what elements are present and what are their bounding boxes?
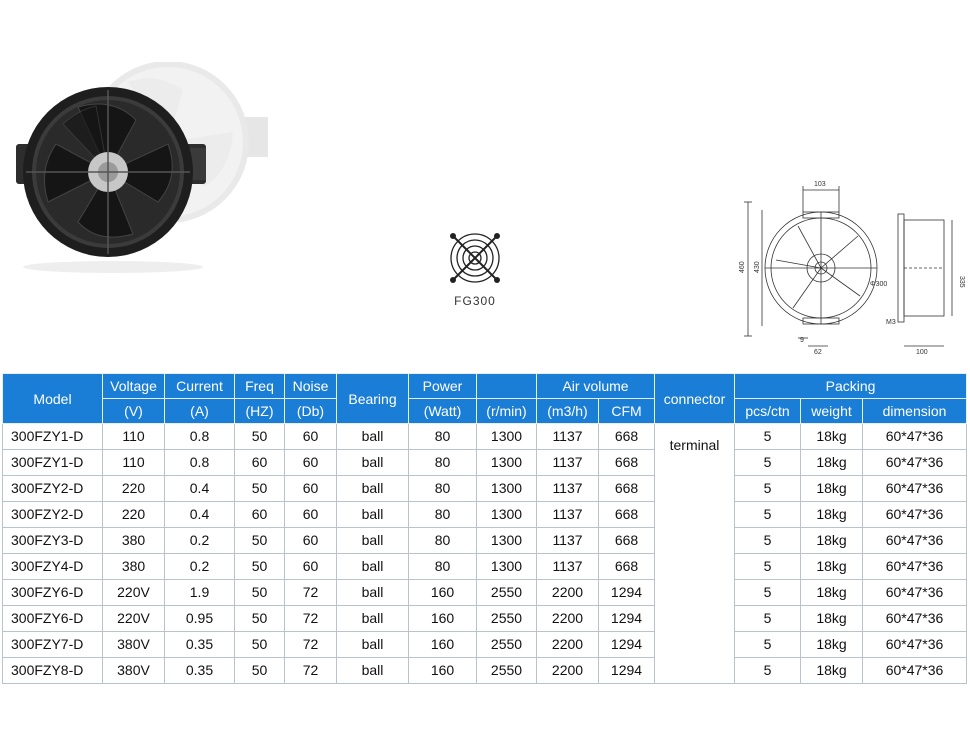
cell-cfm: 668 (599, 502, 655, 528)
cell-weight: 18kg (801, 658, 863, 684)
header-packing: Packing (735, 374, 967, 399)
spec-table-body (3, 424, 967, 684)
cell-model: 300FZY8-D (3, 658, 103, 684)
unit-airflow: (m3/h) (537, 399, 599, 424)
unit-pcs: pcs/ctn (735, 399, 801, 424)
cell-dimension: 60*47*36 (863, 424, 967, 450)
cell-voltage: 380 (103, 528, 165, 554)
cell-current: 0.2 (165, 554, 235, 580)
cell-freq: 50 (235, 476, 285, 502)
cell-weight: 18kg (801, 450, 863, 476)
cell-current: 0.4 (165, 476, 235, 502)
cell-bearing: ball (337, 580, 409, 606)
cell-cfm: 668 (599, 554, 655, 580)
unit-freq: (HZ) (235, 399, 285, 424)
header-power: Power (409, 374, 477, 399)
cell-voltage: 380 (103, 554, 165, 580)
cell-model: 300FZY3-D (3, 528, 103, 554)
cell-current: 1.9 (165, 580, 235, 606)
header-air-volume: Air volume (537, 374, 655, 399)
cell-power: 160 (409, 606, 477, 632)
cell-pcs: 5 (735, 450, 801, 476)
cell-current: 0.8 (165, 450, 235, 476)
table-row (3, 632, 967, 658)
cell-weight: 18kg (801, 502, 863, 528)
cell-power: 160 (409, 632, 477, 658)
cell-speed: 1300 (477, 554, 537, 580)
cell-current: 0.35 (165, 632, 235, 658)
cell-power: 160 (409, 658, 477, 684)
cell-bearing: ball (337, 476, 409, 502)
cell-model: 300FZY1-D (3, 450, 103, 476)
cell-current: 0.4 (165, 502, 235, 528)
cell-noise: 60 (285, 528, 337, 554)
cell-voltage: 220 (103, 476, 165, 502)
cell-freq: 50 (235, 658, 285, 684)
cell-cfm: 668 (599, 450, 655, 476)
cell-airflow: 1137 (537, 528, 599, 554)
svg-text:103: 103 (814, 181, 826, 188)
cell-dimension: 60*47*36 (863, 580, 967, 606)
cell-cfm: 668 (599, 424, 655, 450)
cell-cfm: 1294 (599, 580, 655, 606)
cell-current: 0.2 (165, 528, 235, 554)
table-row (3, 658, 967, 684)
cell-freq: 50 (235, 580, 285, 606)
cell-current: 0.8 (165, 424, 235, 450)
table-row (3, 424, 967, 450)
svg-text:62: 62 (814, 349, 822, 356)
cell-bearing: ball (337, 424, 409, 450)
header-connector: connector (655, 374, 735, 424)
cell-bearing: ball (337, 632, 409, 658)
cell-bearing: ball (337, 658, 409, 684)
cell-pcs: 5 (735, 502, 801, 528)
svg-text:M3: M3 (886, 319, 896, 326)
cell-weight: 18kg (801, 476, 863, 502)
cell-noise: 60 (285, 502, 337, 528)
svg-text:460: 460 (739, 261, 746, 273)
table-row (3, 606, 967, 632)
cell-weight: 18kg (801, 580, 863, 606)
cell-dimension: 60*47*36 (863, 658, 967, 684)
cell-model: 300FZY6-D (3, 580, 103, 606)
table-row (3, 450, 967, 476)
cell-dimension: 60*47*36 (863, 554, 967, 580)
cell-noise: 72 (285, 658, 337, 684)
table-row (3, 528, 967, 554)
cell-power: 160 (409, 580, 477, 606)
guard-model-label: FG300 (454, 294, 496, 308)
cell-pcs: 5 (735, 606, 801, 632)
header-voltage: Voltage (103, 374, 165, 399)
header-noise: Noise (285, 374, 337, 399)
cell-noise: 72 (285, 606, 337, 632)
cell-voltage: 380V (103, 632, 165, 658)
cell-voltage: 220V (103, 580, 165, 606)
cell-cfm: 1294 (599, 632, 655, 658)
cell-freq: 50 (235, 632, 285, 658)
svg-text:9: 9 (800, 337, 804, 344)
cell-voltage: 220V (103, 606, 165, 632)
unit-dimension: dimension (863, 399, 967, 424)
cell-dimension: 60*47*36 (863, 528, 967, 554)
cell-speed: 1300 (477, 476, 537, 502)
cell-weight: 18kg (801, 528, 863, 554)
header-current: Current (165, 374, 235, 399)
header-freq: Freq (235, 374, 285, 399)
cell-bearing: ball (337, 554, 409, 580)
table-row (3, 580, 967, 606)
cell-voltage: 110 (103, 424, 165, 450)
cell-airflow: 2200 (537, 580, 599, 606)
cell-pcs: 5 (735, 528, 801, 554)
dimension-drawing (738, 176, 966, 356)
cell-pcs: 5 (735, 658, 801, 684)
cell-model: 300FZY4-D (3, 554, 103, 580)
cell-speed: 2550 (477, 580, 537, 606)
cell-cfm: 668 (599, 476, 655, 502)
cell-speed: 2550 (477, 606, 537, 632)
cell-weight: 18kg (801, 606, 863, 632)
unit-cfm: CFM (599, 399, 655, 424)
cell-power: 80 (409, 502, 477, 528)
cell-pcs: 5 (735, 476, 801, 502)
cell-speed: 1300 (477, 528, 537, 554)
cell-airflow: 1137 (537, 424, 599, 450)
cell-pcs: 5 (735, 424, 801, 450)
unit-voltage: (V) (103, 399, 165, 424)
cell-noise: 60 (285, 554, 337, 580)
cell-airflow: 1137 (537, 476, 599, 502)
cell-freq: 50 (235, 606, 285, 632)
header-bearing: Bearing (337, 374, 409, 424)
cell-pcs: 5 (735, 554, 801, 580)
svg-text:335: 335 (958, 276, 965, 288)
header-model: Model (3, 374, 103, 424)
cell-power: 80 (409, 450, 477, 476)
cell-noise: 60 (285, 476, 337, 502)
unit-weight: weight (801, 399, 863, 424)
cell-cfm: 668 (599, 528, 655, 554)
cell-model: 300FZY6-D (3, 606, 103, 632)
cell-bearing: ball (337, 528, 409, 554)
cell-model: 300FZY1-D (3, 424, 103, 450)
table-row (3, 554, 967, 580)
cell-pcs: 5 (735, 632, 801, 658)
cell-voltage: 220 (103, 502, 165, 528)
cell-airflow: 2200 (537, 658, 599, 684)
fan-guard-figure (440, 228, 510, 318)
cell-dimension: 60*47*36 (863, 476, 967, 502)
cell-weight: 18kg (801, 424, 863, 450)
cell-freq: 60 (235, 450, 285, 476)
cell-cfm: 1294 (599, 658, 655, 684)
cell-speed: 1300 (477, 502, 537, 528)
cell-weight: 18kg (801, 554, 863, 580)
cell-noise: 72 (285, 632, 337, 658)
cell-airflow: 2200 (537, 606, 599, 632)
cell-noise: 72 (285, 580, 337, 606)
cell-voltage: 380V (103, 658, 165, 684)
dimension-labels (739, 181, 965, 356)
table-row (3, 476, 967, 502)
cell-speed: 2550 (477, 658, 537, 684)
header-speed-blank (477, 374, 537, 399)
cell-airflow: 2200 (537, 632, 599, 658)
cell-freq: 60 (235, 502, 285, 528)
unit-speed: (r/min) (477, 399, 537, 424)
cell-freq: 50 (235, 554, 285, 580)
cell-dimension: 60*47*36 (863, 502, 967, 528)
cell-model: 300FZY2-D (3, 502, 103, 528)
cell-current: 0.95 (165, 606, 235, 632)
unit-current: (A) (165, 399, 235, 424)
spec-table (2, 373, 967, 684)
cell-connector: terminal (655, 424, 735, 684)
cell-noise: 60 (285, 424, 337, 450)
cell-bearing: ball (337, 606, 409, 632)
cell-freq: 50 (235, 424, 285, 450)
cell-dimension: 60*47*36 (863, 606, 967, 632)
cell-dimension: 60*47*36 (863, 450, 967, 476)
svg-text:430: 430 (754, 261, 761, 273)
cell-pcs: 5 (735, 580, 801, 606)
cell-speed: 2550 (477, 632, 537, 658)
cell-dimension: 60*47*36 (863, 632, 967, 658)
unit-power: (Watt) (409, 399, 477, 424)
cell-model: 300FZY2-D (3, 476, 103, 502)
table-row (3, 502, 967, 528)
cell-bearing: ball (337, 502, 409, 528)
cell-weight: 18kg (801, 632, 863, 658)
cell-bearing: ball (337, 450, 409, 476)
cell-airflow: 1137 (537, 554, 599, 580)
svg-text:Φ300: Φ300 (870, 281, 888, 288)
cell-airflow: 1137 (537, 450, 599, 476)
cell-airflow: 1137 (537, 502, 599, 528)
cell-current: 0.35 (165, 658, 235, 684)
fan-product-image (8, 62, 278, 282)
cell-cfm: 1294 (599, 606, 655, 632)
unit-noise: (Db) (285, 399, 337, 424)
cell-noise: 60 (285, 450, 337, 476)
cell-power: 80 (409, 424, 477, 450)
cell-model: 300FZY7-D (3, 632, 103, 658)
cell-power: 80 (409, 528, 477, 554)
cell-speed: 1300 (477, 424, 537, 450)
fan-guard-icon (440, 228, 510, 290)
cell-power: 80 (409, 554, 477, 580)
cell-voltage: 110 (103, 450, 165, 476)
cell-power: 80 (409, 476, 477, 502)
cell-freq: 50 (235, 528, 285, 554)
svg-text:100: 100 (916, 349, 928, 356)
cell-speed: 1300 (477, 450, 537, 476)
